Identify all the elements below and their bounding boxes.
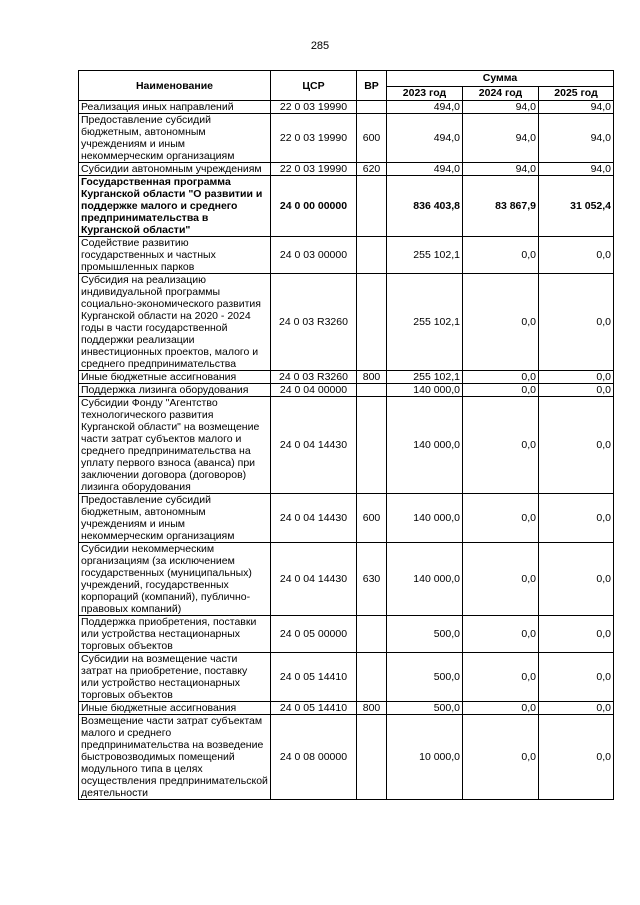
table-row — [79, 371, 614, 384]
cell-name: Возмещение части затрат субъектам малого и среднего предпринимательства на возведение быстровозводимых помещений модульного типа в целях осуществления предпринимательской деятельности — [79, 715, 271, 800]
cell-2023: 255 102,1 — [387, 237, 463, 274]
cell-csr: 24 0 04 14430 — [271, 494, 357, 543]
table-row — [79, 543, 614, 616]
cell-2023: 494,0 — [387, 114, 463, 163]
cell-2025: 0,0 — [539, 715, 614, 800]
table-row — [79, 237, 614, 274]
cell-2025: 0,0 — [539, 384, 614, 397]
page-number: 285 — [310, 40, 330, 52]
cell-2024: 0,0 — [463, 397, 539, 494]
table-row — [79, 384, 614, 397]
cell-2024: 94,0 — [463, 163, 539, 176]
table-row — [79, 715, 614, 800]
header-sum: Сумма — [387, 71, 614, 87]
cell-name: Реализация иных направлений — [79, 101, 271, 114]
cell-csr: 24 0 05 14410 — [271, 653, 357, 702]
cell-2023: 255 102,1 — [387, 274, 463, 371]
cell-vr — [357, 653, 387, 702]
cell-csr: 22 0 03 19990 — [271, 114, 357, 163]
cell-2024: 0,0 — [463, 616, 539, 653]
cell-vr — [357, 176, 387, 237]
cell-2023: 494,0 — [387, 101, 463, 114]
cell-csr: 24 0 05 00000 — [271, 616, 357, 653]
header-vr: ВР — [357, 71, 387, 101]
cell-2025: 0,0 — [539, 653, 614, 702]
cell-2025: 0,0 — [539, 371, 614, 384]
cell-2025: 94,0 — [539, 101, 614, 114]
cell-2023: 255 102,1 — [387, 371, 463, 384]
cell-name: Предоставление субсидий бюджетным, автономным учреждениям и иным некоммерческим организациям — [79, 114, 271, 163]
cell-csr: 24 0 00 00000 — [271, 176, 357, 237]
table-row — [79, 176, 614, 237]
cell-2025: 0,0 — [539, 543, 614, 616]
cell-name: Содействие развитию государственных и частных промышленных парков — [79, 237, 271, 274]
cell-csr: 24 0 04 00000 — [271, 384, 357, 397]
header-name: Наименование — [79, 71, 271, 101]
budget-table — [78, 70, 614, 800]
cell-2024: 83 867,9 — [463, 176, 539, 237]
table-row — [79, 616, 614, 653]
cell-csr: 22 0 03 19990 — [271, 101, 357, 114]
cell-vr: 630 — [357, 543, 387, 616]
cell-vr: 600 — [357, 494, 387, 543]
cell-vr — [357, 237, 387, 274]
cell-name: Субсидии Фонду "Агентство технологического развития Курганской области" на возмещение части затрат субъектов малого и среднего предпринимательства на уплату первого взноса (аванса) при заключении договора (договоров) лизинга оборудования — [79, 397, 271, 494]
cell-csr: 22 0 03 19990 — [271, 163, 357, 176]
cell-2024: 0,0 — [463, 371, 539, 384]
cell-2025: 0,0 — [539, 702, 614, 715]
cell-2023: 140 000,0 — [387, 397, 463, 494]
table-row — [79, 163, 614, 176]
table-row — [79, 114, 614, 163]
table-row — [79, 653, 614, 702]
cell-name: Иные бюджетные ассигнования — [79, 371, 271, 384]
cell-2023: 500,0 — [387, 702, 463, 715]
cell-2024: 0,0 — [463, 543, 539, 616]
cell-2023: 494,0 — [387, 163, 463, 176]
header-year-2023: 2023 год — [387, 86, 463, 100]
cell-csr: 24 0 03 R3260 — [271, 371, 357, 384]
cell-vr: 800 — [357, 371, 387, 384]
cell-2025: 31 052,4 — [539, 176, 614, 237]
cell-2025: 0,0 — [539, 274, 614, 371]
cell-name: Государственная программа Курганской области "О развитии и поддержке малого и среднего предпринимательства в Курганской области" — [79, 176, 271, 237]
cell-2024: 0,0 — [463, 384, 539, 397]
cell-name: Поддержка приобретения, поставки или устройства нестационарных торговых объектов — [79, 616, 271, 653]
cell-2024: 94,0 — [463, 114, 539, 163]
cell-2024: 0,0 — [463, 715, 539, 800]
cell-vr — [357, 397, 387, 494]
cell-vr: 800 — [357, 702, 387, 715]
cell-2023: 500,0 — [387, 653, 463, 702]
table-row — [79, 702, 614, 715]
cell-name: Субсидии некоммерческим организациям (за исключением государственных (муниципальных) учреждений, государственных корпораций (компаний), публично-правовых компаний) — [79, 543, 271, 616]
cell-csr: 24 0 05 14410 — [271, 702, 357, 715]
cell-2025: 0,0 — [539, 237, 614, 274]
table-row — [79, 101, 614, 114]
table-row — [79, 397, 614, 494]
cell-2025: 94,0 — [539, 114, 614, 163]
header-year-2024: 2024 год — [463, 86, 539, 100]
cell-name: Субсидии автономным учреждениям — [79, 163, 271, 176]
cell-vr: 620 — [357, 163, 387, 176]
cell-2023: 836 403,8 — [387, 176, 463, 237]
cell-vr — [357, 384, 387, 397]
cell-2024: 0,0 — [463, 274, 539, 371]
cell-vr: 600 — [357, 114, 387, 163]
cell-csr: 24 0 04 14430 — [271, 543, 357, 616]
cell-csr: 24 0 08 00000 — [271, 715, 357, 800]
cell-csr: 24 0 03 00000 — [271, 237, 357, 274]
cell-2024: 0,0 — [463, 494, 539, 543]
cell-name: Иные бюджетные ассигнования — [79, 702, 271, 715]
cell-vr — [357, 616, 387, 653]
cell-2024: 0,0 — [463, 653, 539, 702]
cell-name: Субсидии на возмещение части затрат на приобретение, поставку или устройство нестационарных торговых объектов — [79, 653, 271, 702]
cell-2025: 0,0 — [539, 494, 614, 543]
cell-name: Предоставление субсидий бюджетным, автономным учреждениям и иным некоммерческим организациям — [79, 494, 271, 543]
cell-2025: 0,0 — [539, 616, 614, 653]
cell-2024: 0,0 — [463, 237, 539, 274]
cell-2023: 140 000,0 — [387, 384, 463, 397]
cell-2025: 0,0 — [539, 397, 614, 494]
cell-2023: 10 000,0 — [387, 715, 463, 800]
cell-2024: 94,0 — [463, 101, 539, 114]
cell-2023: 140 000,0 — [387, 543, 463, 616]
table-body — [79, 101, 614, 800]
cell-name: Поддержка лизинга оборудования — [79, 384, 271, 397]
cell-2024: 0,0 — [463, 702, 539, 715]
cell-vr — [357, 101, 387, 114]
table-row — [79, 274, 614, 371]
cell-name: Субсидия на реализацию индивидуальной программы социально-экономического развития Курганской области на 2020 - 2024 годы в части государственной поддержки реализации инвестиционных проектов, малого и среднего предпринимательства — [79, 274, 271, 371]
cell-csr: 24 0 03 R3260 — [271, 274, 357, 371]
cell-vr — [357, 274, 387, 371]
cell-vr — [357, 715, 387, 800]
cell-2023: 140 000,0 — [387, 494, 463, 543]
cell-2025: 94,0 — [539, 163, 614, 176]
cell-csr: 24 0 04 14430 — [271, 397, 357, 494]
header-csr: ЦСР — [271, 71, 357, 101]
header-year-2025: 2025 год — [539, 86, 614, 100]
table-row — [79, 494, 614, 543]
cell-2023: 500,0 — [387, 616, 463, 653]
